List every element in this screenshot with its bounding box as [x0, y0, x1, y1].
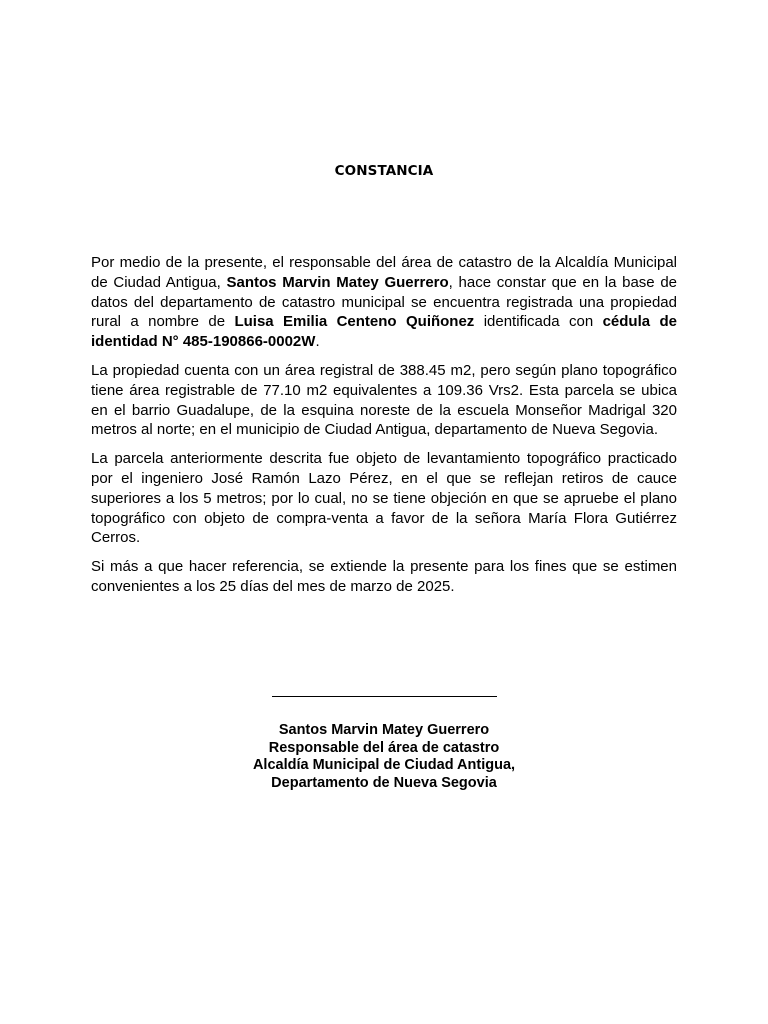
- paragraph-intro-text-3: identificada con: [474, 313, 603, 331]
- signature-block: [0, 722, 768, 792]
- document-body: [91, 253, 677, 606]
- signatory-role: Responsable del área de catastro: [268, 739, 500, 756]
- signatory-name: Santos Marvin Matey Guerrero: [278, 722, 490, 738]
- identity-number: cédula de identidad N° 485-190866-0002W: [91, 313, 677, 351]
- signatory-institution: Alcaldía Municipal de Ciudad Antigua,: [252, 757, 516, 774]
- paragraph-intro-text-2: , hace constar que en la base de datos del departamento de catastro municipal se encuentra registrada una propiedad rural a nombre de: [91, 273, 678, 331]
- document-title: CONSTANCIA: [334, 163, 434, 179]
- owner-name: Luisa Emilia Centeno Quiñonez: [234, 313, 475, 331]
- paragraph-closing: Si más a que hacer referencia, se extiende la presente para los fines que se estimen convenientes a los 25 días del mes de marzo de 2025.: [91, 558, 677, 595]
- paragraph-property-area: La propiedad cuenta con un área registral de 388.45 m2, pero según plano topográfico tiene área registrable de 77.10 m2 equivalentes a 109.36 Vrs2. Esta parcela se ubica en el barrio Guadalupe, de la esquina noreste de la escuela Monseñor Madrigal 320 metros al norte; en el municipio de Ciudad Antigua, departamento de Nueva Segovia.: [91, 361, 677, 439]
- paragraph-survey: La parcela anteriormente descrita fue objeto de levantamiento topográfico practicado por el ingeniero José Ramón Lazo Pérez, en el que se reflejan retiros de cauce superiores a los 5 metros; por lo cual, no se tiene objeción en que se apruebe el plano topográfico con objeto de compra-venta a favor de la señora María Flora Gutiérrez Cerros.: [91, 450, 677, 547]
- official-name: Santos Marvin Matey Guerrero: [226, 273, 449, 291]
- signature-line: [272, 696, 497, 697]
- paragraph-intro-text-1: Por medio de la presente, el responsable del área de catastro de la Alcaldía Municipal de Ciudad Antigua,: [91, 254, 677, 291]
- paragraph-intro: [91, 253, 677, 352]
- signatory-department: Departamento de Nueva Segovia: [271, 774, 497, 791]
- paragraph-intro-text-4: .: [315, 333, 320, 351]
